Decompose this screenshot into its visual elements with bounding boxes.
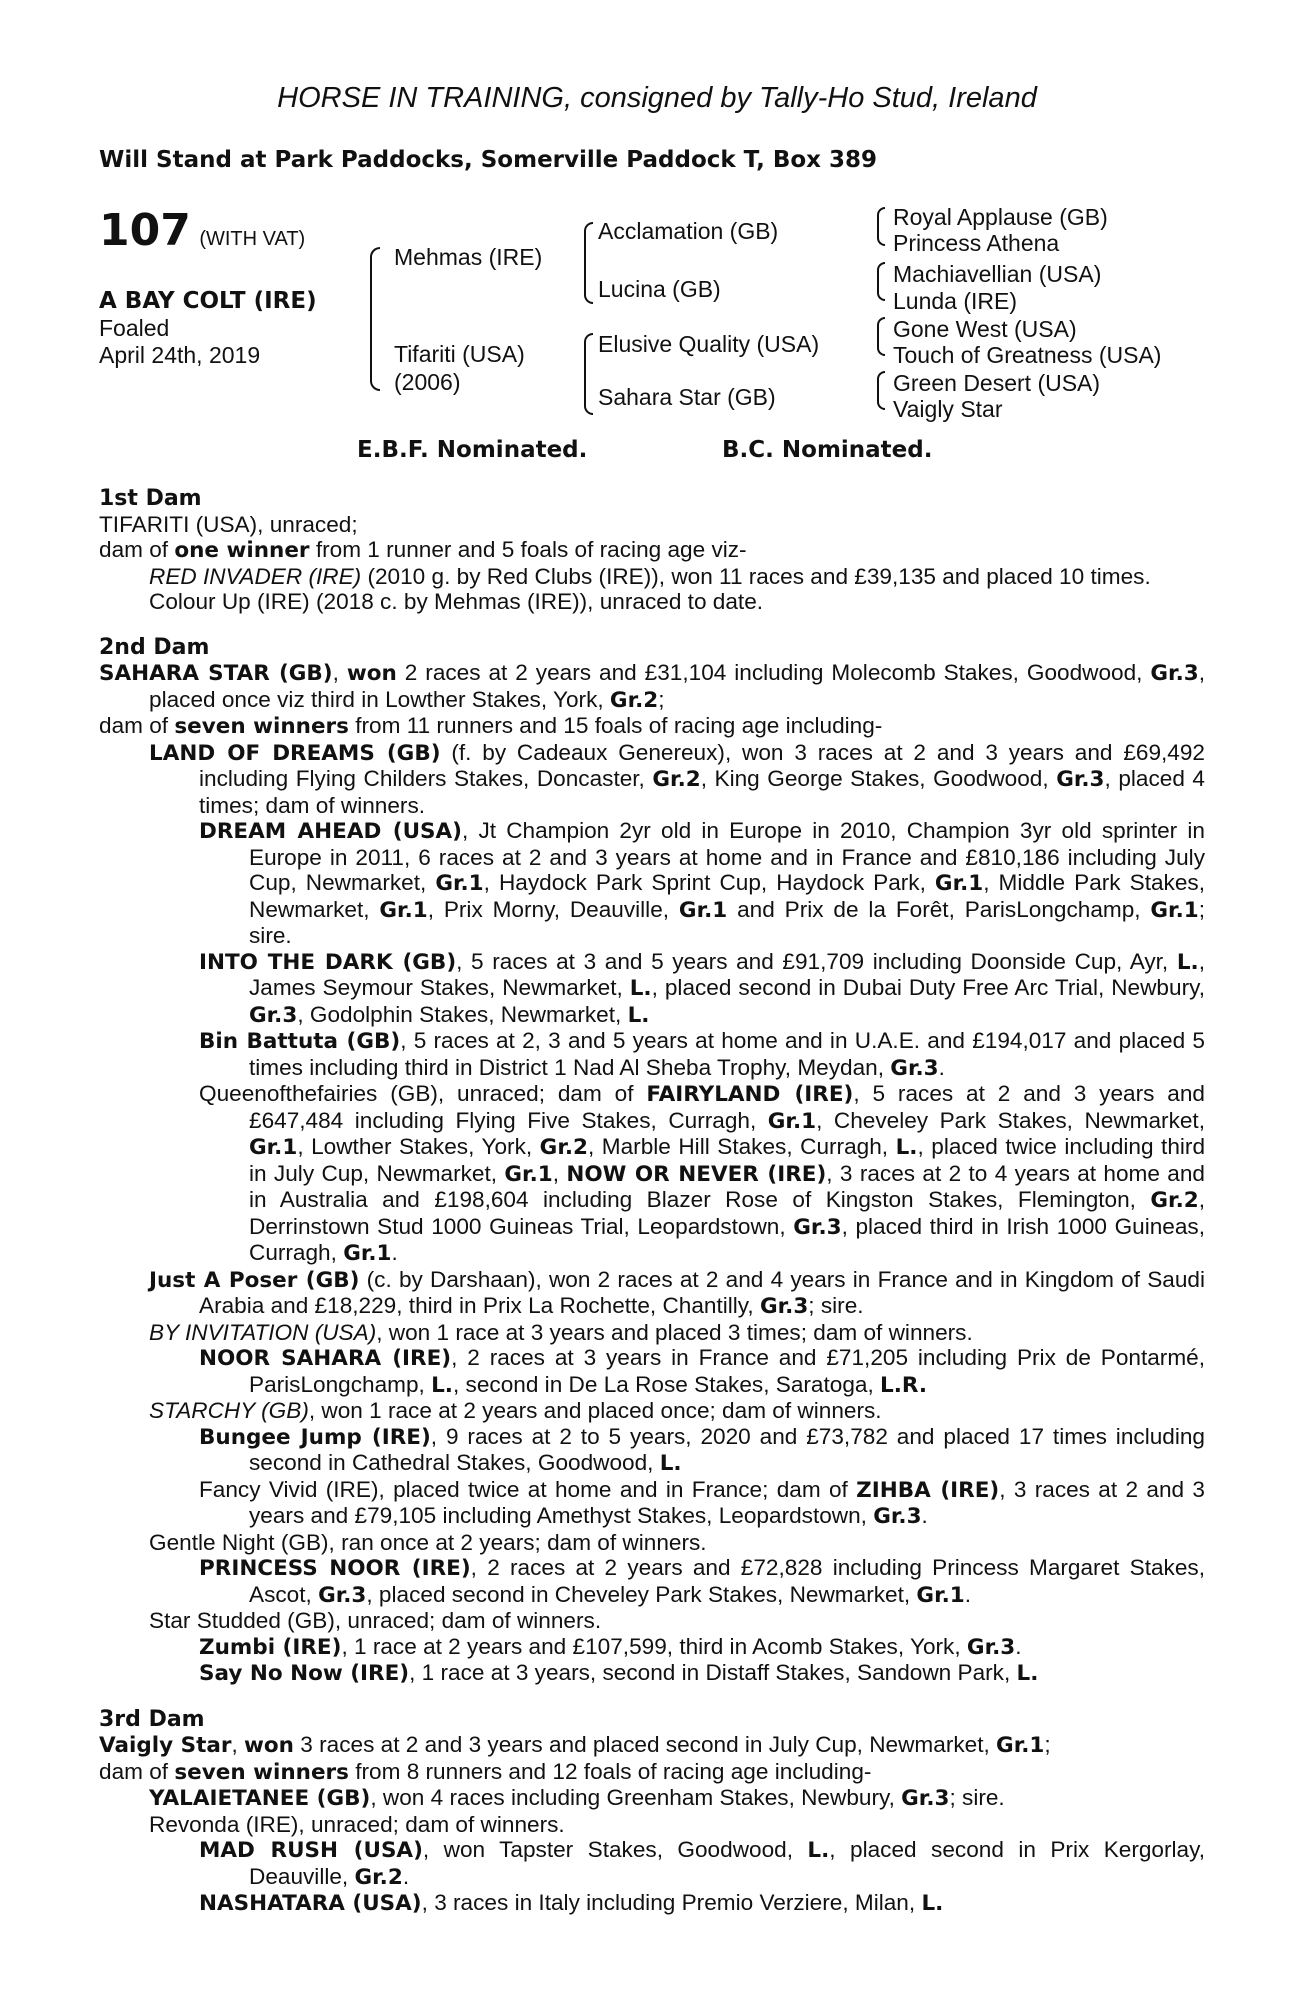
list-item: Say No Now (IRE), 1 race at 3 years, second in Distaff Stakes, Sandown Park, L. bbox=[199, 1660, 1039, 1686]
pedigree-ggp-8: Vaigly Star bbox=[893, 396, 1003, 422]
list-item: DREAM AHEAD (USA), Jt Champion 2yr old in Europe in 2010, Champion 3yr old sprinter in Europe in 2011, 6 races at 2 and 3 years at home and in France and £810,186 including July Cup, Newmarket, Gr.1, Haydock Park Sprint Cup, Haydock Park, Gr.1, Middle Park Stakes, Newmarket, Gr.1, Prix Morny, Deauville, Gr.1 and Prix de la Forêt, ParisLongchamp, Gr.1; sire. bbox=[199, 818, 1205, 948]
pedigree-brace bbox=[877, 317, 885, 356]
list-item: Colour Up (IRE) (2018 c. by Mehmas (IRE)), unraced to date. bbox=[149, 589, 764, 614]
stabling-location: Will Stand at Park Paddocks, Somerville Paddock T, Box 389 bbox=[99, 147, 878, 173]
second-dam-produce: dam of seven winners from 11 runners and 15 foals of racing age including- bbox=[99, 713, 883, 739]
pedigree-dam-year: (2006) bbox=[394, 369, 461, 395]
list-item: MAD RUSH (USA), won Tapster Stakes, Goodwood, L., placed second in Prix Kergorlay, Deauville, Gr.2. bbox=[199, 1837, 1205, 1890]
list-item: Bin Battuta (GB), 5 races at 2, 3 and 5 years at home and in U.A.E. and £194,017 and placed 5 times including third in District 1 Nad Al Sheba Trophy, Meydan, Gr.3. bbox=[199, 1028, 1205, 1081]
horse-description: A BAY COLT (IRE) bbox=[99, 288, 317, 314]
second-dam-record: SAHARA STAR (GB), won 2 races at 2 years and £31,104 including Molecomb Stakes, Goodwood, Gr.3, placed once viz third in Lowther Stakes, York, Gr.2; bbox=[99, 660, 1205, 713]
pedigree-dam-dam: Sahara Star (GB) bbox=[598, 384, 776, 410]
list-item: Gentle Night (GB), ran once at 2 years; dam of winners. bbox=[149, 1529, 707, 1555]
third-dam-record: Vaigly Star, won 3 races at 2 and 3 years and placed second in July Cup, Newmarket, Gr.1; bbox=[99, 1732, 1051, 1758]
lot-number: 107 bbox=[99, 205, 191, 256]
pedigree-ggp-5: Gone West (USA) bbox=[893, 316, 1077, 342]
list-item: LAND OF DREAMS (GB) (f. by Cadeaux Genereux), won 3 races at 2 and 3 years and £69,492 including Flying Childers Stakes, Doncaster, Gr.2, King George Stakes, Goodwood, Gr.3, placed 4 times; dam of winners. bbox=[149, 739, 1206, 818]
foaled-date: April 24th, 2019 bbox=[99, 342, 261, 368]
page-title: HORSE IN TRAINING, consigned by Tally-Ho Stud, Ireland bbox=[277, 82, 1037, 114]
list-item: Bungee Jump (IRE), 9 races at 2 to 5 years, 2020 and £73,782 and placed 17 times including second in Cathedral Stakes, Goodwood, L. bbox=[199, 1423, 1205, 1476]
list-item: INTO THE DARK (GB), 5 races at 3 and 5 years and £91,709 including Doonside Cup, Ayr, L., James Seymour Stakes, Newmarket, L., placed second in Dubai Duty Free Arc Trial, Newbury, Gr.3, Godolphin Stakes, Newmarket, L. bbox=[199, 948, 1205, 1028]
pedigree-brace bbox=[584, 222, 593, 304]
ebf-nomination: E.B.F. Nominated. bbox=[357, 437, 588, 463]
pedigree-ggp-1: Royal Applause (GB) bbox=[893, 204, 1108, 230]
pedigree-ggp-4: Lunda (IRE) bbox=[893, 288, 1018, 314]
list-item: STARCHY (GB), won 1 race at 2 years and placed once; dam of winners. bbox=[149, 1398, 882, 1423]
first-dam-heading: 1st Dam bbox=[99, 486, 202, 511]
third-dam-produce: dam of seven winners from 8 runners and 12 foals of racing age including- bbox=[99, 1758, 872, 1785]
pedigree-brace bbox=[584, 333, 593, 415]
pedigree-dam-sire: Elusive Quality (USA) bbox=[598, 331, 820, 357]
pedigree-brace bbox=[877, 371, 885, 410]
pedigree-ggp-7: Green Desert (USA) bbox=[893, 370, 1101, 396]
first-dam-line: TIFARITI (USA), unraced; bbox=[99, 511, 358, 537]
pedigree-ggp-3: Machiavellian (USA) bbox=[893, 261, 1102, 287]
pedigree-dam: Tifariti (USA) bbox=[394, 341, 525, 367]
list-item: Just A Poser (GB) (c. by Darshaan), won 2 races at 2 and 4 years in France and in Kingdom of Saudi Arabia and £18,229, third in Prix La Rochette, Chantilly, Gr.3; sire. bbox=[149, 1266, 1205, 1319]
list-item: NOOR SAHARA (IRE), 2 races at 3 years in France and £71,205 including Prix de Pontarmé, ParisLongchamp, L., second in De La Rose Stakes, Saratoga, L.R. bbox=[199, 1345, 1205, 1398]
list-item: PRINCESS NOOR (IRE), 2 races at 2 years and £72,828 including Princess Margaret Stakes, Ascot, Gr.3, placed second in Cheveley Park Stakes, Newmarket, Gr.1. bbox=[199, 1555, 1205, 1608]
list-item: Zumbi (IRE), 1 race at 2 years and £107,599, third in Acomb Stakes, York, Gr.3. bbox=[199, 1633, 1022, 1660]
pedigree-sire: Mehmas (IRE) bbox=[394, 244, 543, 270]
list-item: RED INVADER (IRE) (2010 g. by Red Clubs (IRE)), won 11 races and £39,135 and placed 10 times. bbox=[149, 563, 1151, 589]
list-item: Queenofthefairies (GB), unraced; dam of FAIRYLAND (IRE), 5 races at 2 and 3 years and £647,484 including Flying Five Stakes, Curragh, Gr.1, Cheveley Park Stakes, Newmarket, Gr.1, Lowther Stakes, York, Gr.2, Marble Hill Stakes, Curragh, L., placed twice including third in July Cup, Newmarket, Gr.1, NOW OR NEVER (IRE), 3 races at 2 to 4 years at home and in Australia and £198,604 including Blazer Rose of Kingston Stakes, Flemington, Gr.2, Derrinstown Stud 1000 Guineas Trial, Leopardstown, Gr.3, placed third in Irish 1000 Guineas, Curragh, Gr.1. bbox=[199, 1081, 1206, 1266]
catalogue-body bbox=[99, 486, 1205, 1917]
pedigree-brace bbox=[877, 262, 885, 301]
pedigree-sire-dam: Lucina (GB) bbox=[598, 276, 721, 302]
second-dam-heading: 2nd Dam bbox=[99, 634, 210, 660]
list-item: YALAIETANEE (GB), won 4 races including Greenham Stakes, Newbury, Gr.3; sire. bbox=[149, 1785, 1005, 1811]
bc-nomination: B.C. Nominated. bbox=[722, 437, 933, 463]
list-item: Revonda (IRE), unraced; dam of winners. bbox=[149, 1811, 565, 1837]
third-dam-heading: 3rd Dam bbox=[99, 1706, 205, 1732]
lot-heading bbox=[99, 205, 305, 256]
pedigree-ggp-6: Touch of Greatness (USA) bbox=[893, 342, 1162, 368]
list-item: Star Studded (GB), unraced; dam of winners. bbox=[149, 1608, 602, 1633]
pedigree-sire-sire: Acclamation (GB) bbox=[598, 218, 779, 244]
list-item: NASHATARA (USA), 3 races in Italy including Premio Verziere, Milan, L. bbox=[199, 1890, 944, 1916]
vat-note: (WITH VAT) bbox=[199, 228, 306, 250]
list-item: Fancy Vivid (IRE), placed twice at home and in France; dam of ZIHBA (IRE), 3 races at 2 and 3 years and £79,105 including Amethyst Stakes, Leopardstown, Gr.3. bbox=[199, 1476, 1205, 1529]
pedigree-brace bbox=[370, 247, 380, 391]
foaled-info bbox=[99, 315, 260, 369]
list-item: BY INVITATION (USA), won 1 race at 3 years and placed 3 times; dam of winners. bbox=[149, 1319, 973, 1345]
foaled-label: Foaled bbox=[99, 315, 170, 341]
pedigree-brace bbox=[877, 207, 885, 246]
first-dam-produce: dam of one winner from 1 runner and 5 foals of racing age viz- bbox=[99, 537, 747, 563]
pedigree-ggp-2: Princess Athena bbox=[893, 230, 1060, 256]
